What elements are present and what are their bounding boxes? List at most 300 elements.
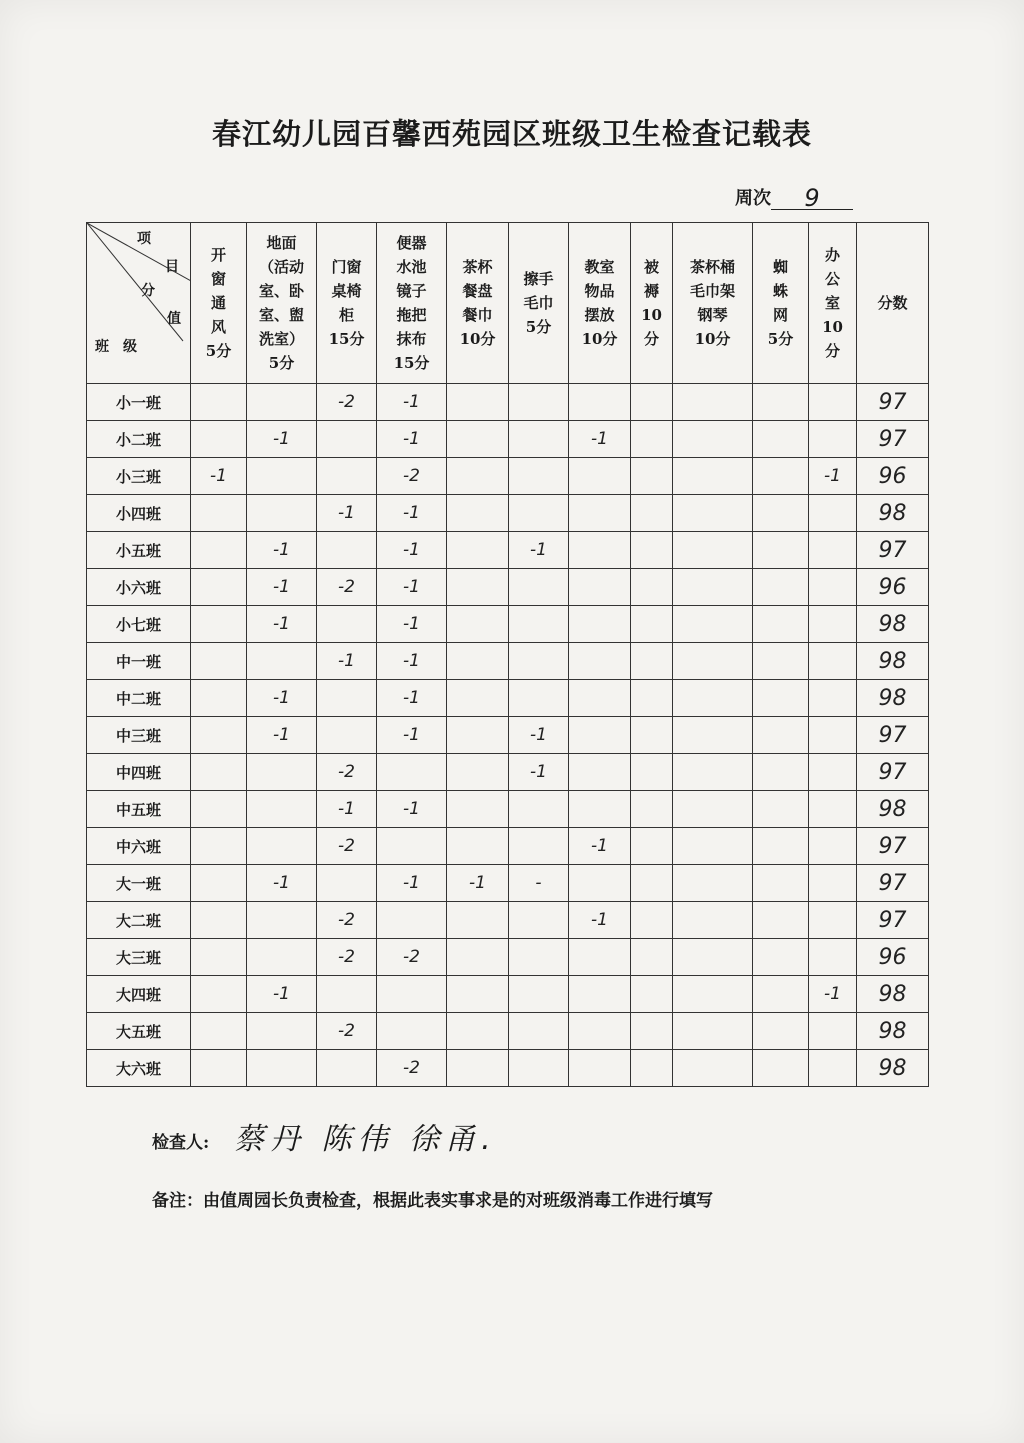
deduction-cell: -1 — [569, 828, 631, 865]
column-header-line: 5分 — [205, 342, 232, 360]
deduction-cell — [509, 791, 569, 828]
column-header-line: 风 — [210, 318, 226, 336]
corner-zhi-label: 值 — [167, 311, 181, 327]
deduction-cell — [317, 865, 377, 902]
corner-fen-label: 分 — [141, 283, 155, 299]
deduction-cell: - — [509, 865, 569, 902]
deduction-cell — [673, 754, 753, 791]
table-row — [87, 754, 929, 791]
class-name-cell: 大五班 — [87, 1013, 191, 1050]
deduction-cell — [631, 828, 673, 865]
column-header-line: 摆放 — [584, 306, 615, 324]
deduction-cell: -1 — [377, 680, 447, 717]
page-title: 春江幼儿园百馨西苑园区班级卫生检查记载表 — [211, 117, 812, 151]
class-name-cell: 中一班 — [87, 643, 191, 680]
column-header-line: 地面 — [266, 234, 297, 252]
deduction-cell — [569, 384, 631, 421]
column-header-line: 办 — [824, 246, 840, 264]
column-header-line: 洗室） — [258, 330, 304, 348]
deduction-cell — [247, 458, 317, 495]
deduction-cell — [631, 458, 673, 495]
deduction-cell: -2 — [317, 828, 377, 865]
deduction-cell — [509, 384, 569, 421]
deduction-cell — [317, 532, 377, 569]
deduction-cell — [447, 643, 509, 680]
column-header-line: 室 — [824, 294, 840, 312]
deduction-cell: -1 — [377, 532, 447, 569]
table-row — [87, 865, 929, 902]
deduction-cell — [247, 1050, 317, 1087]
column-header-line: 分 — [643, 330, 659, 348]
deduction-cell: -2 — [377, 939, 447, 976]
deduction-cell — [631, 754, 673, 791]
deduction-cell — [509, 902, 569, 939]
deduction-cell: -1 — [247, 717, 317, 754]
column-header — [447, 223, 509, 384]
deduction-cell — [191, 976, 247, 1013]
deduction-cell — [247, 791, 317, 828]
deduction-cell — [673, 1013, 753, 1050]
deduction-cell — [247, 828, 317, 865]
inspection-table — [86, 222, 929, 1087]
table-body — [87, 384, 929, 1087]
table-row — [87, 976, 929, 1013]
deduction-cell — [809, 643, 857, 680]
deduction-cell — [191, 680, 247, 717]
score-cell: 98 — [857, 791, 929, 828]
deduction-cell — [753, 532, 809, 569]
class-name-cell: 中五班 — [87, 791, 191, 828]
deduction-cell: -1 — [377, 384, 447, 421]
table-row — [87, 939, 929, 976]
deduction-cell — [673, 828, 753, 865]
score-cell: 96 — [857, 939, 929, 976]
table-row — [87, 458, 929, 495]
deduction-cell — [569, 458, 631, 495]
deduction-cell — [509, 1013, 569, 1050]
class-name-cell: 大一班 — [87, 865, 191, 902]
deduction-cell — [447, 1050, 509, 1087]
deduction-cell — [809, 1050, 857, 1087]
column-header-line: 15分 — [328, 330, 365, 348]
table-row — [87, 495, 929, 532]
deduction-cell — [569, 717, 631, 754]
deduction-cell — [509, 939, 569, 976]
class-name-cell: 小二班 — [87, 421, 191, 458]
column-header-line: 水池 — [396, 258, 427, 276]
deduction-cell — [509, 643, 569, 680]
remark-note: 备注：由值周园长负责检查，根据此表实事求是的对班级消毒工作进行填写 — [152, 1191, 713, 1211]
deduction-cell — [569, 976, 631, 1013]
deduction-cell: -2 — [377, 1050, 447, 1087]
deduction-cell — [673, 976, 753, 1013]
inspector-label: 检查人: — [152, 1133, 210, 1153]
deduction-cell — [631, 1050, 673, 1087]
deduction-cell: -1 — [247, 976, 317, 1013]
score-cell: 97 — [857, 828, 929, 865]
deduction-cell: -1 — [569, 421, 631, 458]
deduction-cell — [809, 939, 857, 976]
deduction-cell — [509, 828, 569, 865]
column-header-line: 10分 — [694, 330, 731, 348]
deduction-cell: -2 — [317, 1013, 377, 1050]
deduction-cell — [447, 902, 509, 939]
deduction-cell — [509, 495, 569, 532]
corner-item-label: 项 — [137, 231, 151, 247]
class-name-cell: 小三班 — [87, 458, 191, 495]
deduction-cell — [631, 384, 673, 421]
deduction-cell — [753, 680, 809, 717]
deduction-cell — [509, 458, 569, 495]
deduction-cell — [753, 939, 809, 976]
deduction-cell — [631, 865, 673, 902]
deduction-cell — [509, 1050, 569, 1087]
deduction-cell: -1 — [247, 680, 317, 717]
deduction-cell — [317, 976, 377, 1013]
deduction-cell: -2 — [317, 902, 377, 939]
deduction-cell — [673, 680, 753, 717]
deduction-cell — [191, 606, 247, 643]
table-row — [87, 902, 929, 939]
deduction-cell: -1 — [447, 865, 509, 902]
deduction-cell — [191, 569, 247, 606]
class-name-cell: 小五班 — [87, 532, 191, 569]
deduction-cell — [447, 606, 509, 643]
deduction-cell — [569, 643, 631, 680]
deduction-cell: -1 — [569, 902, 631, 939]
deduction-cell — [447, 828, 509, 865]
column-header-line: 5分 — [525, 318, 552, 336]
deduction-cell — [509, 606, 569, 643]
deduction-cell — [809, 569, 857, 606]
table-row — [87, 384, 929, 421]
corner-mu-label: 目 — [165, 259, 179, 275]
deduction-cell — [247, 754, 317, 791]
deduction-cell — [191, 717, 247, 754]
deduction-cell — [809, 532, 857, 569]
deduction-cell — [673, 1050, 753, 1087]
class-name-cell: 小一班 — [87, 384, 191, 421]
week-value: 9 — [771, 187, 853, 210]
deduction-cell — [753, 458, 809, 495]
deduction-cell — [317, 717, 377, 754]
deduction-cell — [809, 828, 857, 865]
deduction-cell — [317, 680, 377, 717]
column-header-line: 餐盘 — [462, 282, 493, 300]
column-header-line: 便器 — [396, 234, 427, 252]
header-row — [87, 223, 929, 384]
deduction-cell — [447, 939, 509, 976]
table-row — [87, 828, 929, 865]
deduction-cell — [753, 717, 809, 754]
deduction-cell — [809, 717, 857, 754]
column-header-line: 分数 — [877, 294, 908, 312]
column-header-line: 擦手 — [523, 270, 554, 288]
column-header-line: 抹布 — [396, 330, 427, 348]
table-row — [87, 791, 929, 828]
deduction-cell — [673, 939, 753, 976]
deduction-cell — [569, 1050, 631, 1087]
deduction-cell: -1 — [247, 569, 317, 606]
deduction-cell — [631, 939, 673, 976]
column-header — [191, 223, 247, 384]
week-field — [735, 184, 853, 210]
deduction-cell — [631, 569, 673, 606]
deduction-cell — [753, 902, 809, 939]
column-header-line: 10分 — [581, 330, 618, 348]
deduction-cell — [509, 680, 569, 717]
inspector-signatures: 蔡丹 陈伟 徐甬. — [234, 1122, 497, 1157]
deduction-cell — [631, 606, 673, 643]
score-cell: 98 — [857, 680, 929, 717]
deduction-cell — [447, 1013, 509, 1050]
deduction-cell — [809, 421, 857, 458]
deduction-cell: -1 — [377, 569, 447, 606]
class-name-cell: 中三班 — [87, 717, 191, 754]
deduction-cell — [447, 458, 509, 495]
column-header-line: 室、卧 — [258, 282, 304, 300]
deduction-cell — [631, 421, 673, 458]
deduction-cell: -2 — [317, 384, 377, 421]
table-row — [87, 680, 929, 717]
column-header — [509, 223, 569, 384]
deduction-cell — [673, 717, 753, 754]
column-header — [569, 223, 631, 384]
score-cell: 97 — [857, 421, 929, 458]
deduction-cell — [673, 569, 753, 606]
column-header-line: 镜子 — [396, 282, 427, 300]
deduction-cell — [377, 828, 447, 865]
deduction-cell — [753, 421, 809, 458]
score-cell: 97 — [857, 865, 929, 902]
deduction-cell — [809, 754, 857, 791]
column-header-line: 物品 — [584, 282, 615, 300]
deduction-cell — [317, 421, 377, 458]
column-header-line: 门窗 — [331, 258, 362, 276]
deduction-cell: -2 — [317, 939, 377, 976]
deduction-cell — [191, 643, 247, 680]
column-header-line: 教室 — [584, 258, 615, 276]
column-header — [317, 223, 377, 384]
column-header-line: 室、盥 — [258, 306, 304, 324]
deduction-cell: -1 — [377, 791, 447, 828]
deduction-cell — [247, 939, 317, 976]
deduction-cell — [447, 791, 509, 828]
deduction-cell — [673, 458, 753, 495]
deduction-cell: -1 — [377, 865, 447, 902]
deduction-cell — [191, 791, 247, 828]
class-name-cell: 中二班 — [87, 680, 191, 717]
table-row — [87, 717, 929, 754]
deduction-cell — [247, 643, 317, 680]
deduction-cell — [191, 384, 247, 421]
deduction-cell — [447, 754, 509, 791]
deduction-cell — [753, 495, 809, 532]
deduction-cell — [191, 1013, 247, 1050]
class-name-cell: 大二班 — [87, 902, 191, 939]
score-cell: 98 — [857, 976, 929, 1013]
deduction-cell — [753, 1050, 809, 1087]
column-header-line: 桌椅 — [331, 282, 362, 300]
column-header-line: 拖把 — [396, 306, 427, 324]
score-cell: 98 — [857, 643, 929, 680]
corner-class-label: 班 级 — [95, 339, 137, 355]
class-name-cell: 小四班 — [87, 495, 191, 532]
deduction-cell: -1 — [247, 606, 317, 643]
column-header — [809, 223, 857, 384]
deduction-cell — [247, 902, 317, 939]
column-header-line: 分 — [824, 342, 840, 360]
deduction-cell — [191, 939, 247, 976]
deduction-cell — [569, 939, 631, 976]
deduction-cell — [673, 421, 753, 458]
deduction-cell: -1 — [809, 458, 857, 495]
deduction-cell: -1 — [317, 643, 377, 680]
column-header-line: 钢琴 — [697, 306, 728, 324]
deduction-cell — [673, 643, 753, 680]
deduction-cell — [809, 1013, 857, 1050]
deduction-cell: -1 — [191, 458, 247, 495]
class-name-cell: 小七班 — [87, 606, 191, 643]
deduction-cell — [569, 865, 631, 902]
column-header-line: 蛛 — [772, 282, 788, 300]
score-cell: 96 — [857, 569, 929, 606]
deduction-cell — [191, 1050, 247, 1087]
deduction-cell: -1 — [509, 754, 569, 791]
column-header-line: 5分 — [268, 354, 295, 372]
deduction-cell — [753, 384, 809, 421]
deduction-cell — [809, 865, 857, 902]
table-row — [87, 569, 929, 606]
deduction-cell — [753, 569, 809, 606]
deduction-cell — [447, 976, 509, 1013]
class-name-cell: 中四班 — [87, 754, 191, 791]
deduction-cell — [509, 569, 569, 606]
class-name-cell: 小六班 — [87, 569, 191, 606]
deduction-cell — [317, 1050, 377, 1087]
column-header-line: 10分 — [459, 330, 496, 348]
deduction-cell — [809, 902, 857, 939]
deduction-cell — [317, 458, 377, 495]
deduction-cell — [447, 495, 509, 532]
class-name-cell: 大六班 — [87, 1050, 191, 1087]
deduction-cell — [753, 828, 809, 865]
table-row — [87, 643, 929, 680]
deduction-cell — [447, 680, 509, 717]
deduction-cell — [673, 606, 753, 643]
deduction-cell — [809, 791, 857, 828]
deduction-cell: -1 — [377, 495, 447, 532]
deduction-cell — [631, 1013, 673, 1050]
deduction-cell: -1 — [509, 717, 569, 754]
column-header-line: 窗 — [210, 270, 226, 288]
deduction-cell — [377, 902, 447, 939]
deduction-cell — [673, 791, 753, 828]
deduction-cell — [569, 569, 631, 606]
deduction-cell — [377, 1013, 447, 1050]
score-cell: 97 — [857, 902, 929, 939]
deduction-cell — [317, 606, 377, 643]
deduction-cell — [447, 384, 509, 421]
deduction-cell — [447, 569, 509, 606]
score-cell: 96 — [857, 458, 929, 495]
deduction-cell — [569, 495, 631, 532]
deduction-cell — [191, 532, 247, 569]
column-header-line: 茶杯 — [462, 258, 493, 276]
table-row — [87, 1050, 929, 1087]
deduction-cell — [753, 606, 809, 643]
deduction-cell: -1 — [509, 532, 569, 569]
score-cell: 97 — [857, 717, 929, 754]
column-header-line: 15分 — [393, 354, 430, 372]
deduction-cell: -1 — [247, 865, 317, 902]
deduction-cell: -1 — [377, 643, 447, 680]
deduction-cell — [673, 384, 753, 421]
deduction-cell — [753, 1013, 809, 1050]
deduction-cell: -2 — [317, 754, 377, 791]
deduction-cell — [509, 976, 569, 1013]
deduction-cell — [569, 606, 631, 643]
deduction-cell: -2 — [377, 458, 447, 495]
score-cell: 98 — [857, 1013, 929, 1050]
column-header — [753, 223, 809, 384]
deduction-cell — [191, 902, 247, 939]
deduction-cell: -1 — [809, 976, 857, 1013]
deduction-cell — [631, 717, 673, 754]
deduction-cell: -1 — [247, 532, 317, 569]
deduction-cell — [631, 643, 673, 680]
table-row — [87, 1013, 929, 1050]
deduction-cell — [631, 976, 673, 1013]
deduction-cell — [809, 495, 857, 532]
deduction-cell — [631, 495, 673, 532]
score-cell: 98 — [857, 606, 929, 643]
table-row — [87, 606, 929, 643]
deduction-cell — [673, 865, 753, 902]
column-header-line: 毛巾 — [523, 294, 554, 312]
deduction-cell — [673, 902, 753, 939]
week-label: 周次 — [735, 188, 771, 209]
score-cell: 97 — [857, 384, 929, 421]
deduction-cell: -1 — [317, 791, 377, 828]
deduction-cell: -1 — [377, 606, 447, 643]
score-cell: 97 — [857, 754, 929, 791]
deduction-cell — [447, 717, 509, 754]
column-header-line: 10 — [641, 306, 662, 324]
deduction-cell — [377, 976, 447, 1013]
deduction-cell — [569, 791, 631, 828]
column-header-line: 褥 — [643, 282, 659, 300]
deduction-cell — [377, 754, 447, 791]
deduction-cell — [447, 421, 509, 458]
column-header-line: 被 — [643, 258, 659, 276]
column-header — [673, 223, 753, 384]
deduction-cell — [569, 1013, 631, 1050]
column-header-line: 网 — [772, 306, 788, 324]
column-header-line: 10 — [822, 318, 843, 336]
column-header-line: 毛巾架 — [689, 282, 735, 300]
deduction-cell — [753, 976, 809, 1013]
deduction-cell: -1 — [377, 421, 447, 458]
score-cell: 98 — [857, 495, 929, 532]
deduction-cell — [809, 384, 857, 421]
deduction-cell — [809, 606, 857, 643]
deduction-cell — [569, 680, 631, 717]
class-name-cell: 大四班 — [87, 976, 191, 1013]
deduction-cell — [569, 754, 631, 791]
deduction-cell — [447, 532, 509, 569]
score-cell: 97 — [857, 532, 929, 569]
